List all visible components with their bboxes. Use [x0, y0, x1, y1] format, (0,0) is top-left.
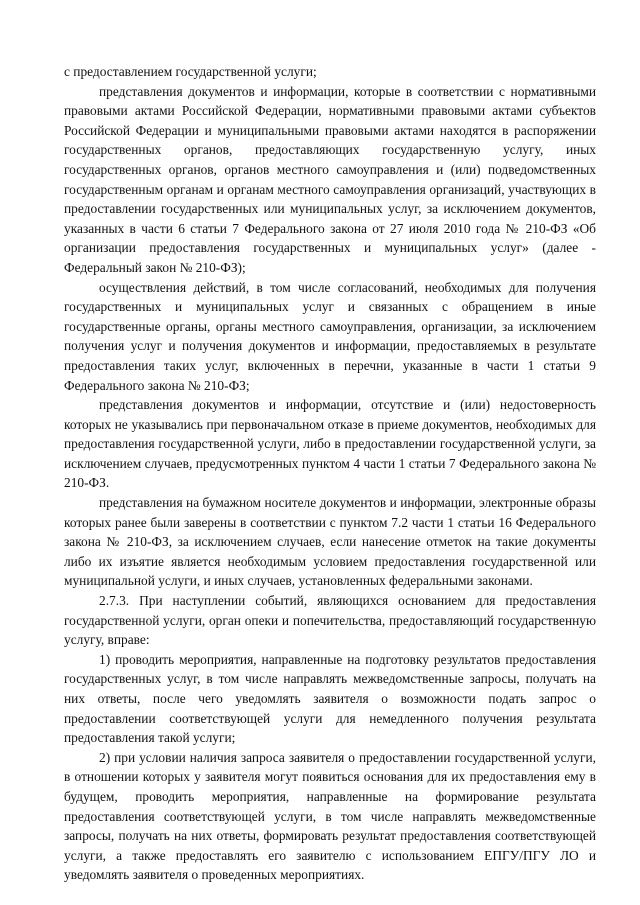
paragraph-continuation: с предоставлением государственной услуги; [64, 64, 317, 79]
paragraph-item-1: 1) проводить мероприятия, направленные на подготовку результатов предоставления государственных услуг, в том числе направлять межведомственные запросы, получать на них ответы, после чего уведомлять заявителя о возможности подать запрос о предоставлении соответствующей услуги для немедленного получения результата предоставления такой услуги; [64, 651, 596, 746]
paragraph-section-2-7-3: 2.7.3. При наступлении событий, являющихся основанием для предоставления государственной услуги, орган опеки и попечительства, предоставляющий государственную услугу, вправе: [64, 593, 596, 648]
document-page [64, 62, 596, 885]
paragraph-missing-documents: представления документов и информации, отсутствие и (или) недостоверность которых не указывались при первоначальном отказе в приеме документов, необходимых для предоставления государственной услуги, либо в предоставлении государственной услуги, за исключением случаев, предусмотренных пунктом 4 части 1 статьи 7 Федерального закона № 210-ФЗ. [64, 397, 596, 491]
paragraph-item-2: 2) при условии наличия запроса заявителя о предоставлении государственной услуги, в отношении которых у заявителя могут появиться основания для их предоставления ему в будущем, проводить мероприятия, направленные на формирование результата предоставления соответствующей услуги, в том числе направлять межведомственные запросы, получать на них ответы, формировать результат предоставления соответствующей услуги, а также предоставлять его заявителю с использованием ЕПГУ/ПГУ ЛО и уведомлять заявителя о проведенных мероприятиях. [64, 749, 596, 883]
paragraph-documents-information: представления документов и информации, которые в соответствии с нормативными правовыми актами Российской Федерации, нормативными правовыми актами субъектов Российской Федерации и муниципальными правовыми актами находятся в распоряжении государственных органов, предоставляющих государственную услугу, иных государственных органов, органов местного самоуправления и (или) подведомственных государственным органам и органам местного самоуправления организаций, участвующих в предоставлении государственных или муниципальных услуг, за исключением документов, указанных в части 6 статьи 7 Федерального закона от 27 июля 2010 года № 210-ФЗ «Об организации предоставления государственных и муниципальных услуг» (далее - Федеральный закон № 210-ФЗ); [64, 83, 596, 275]
paragraph-paper-documents: представления на бумажном носителе документов и информации, электронные образы которых ранее были заверены в соответствии с пунктом 7.2 части 1 статьи 16 Федерального закона № 210-ФЗ, за исключением случаев, если нанесение отметок на такие документы либо их изъятие является необходимым условием предоставления государственной или муниципальной услуги, и иных случаев, установленных федеральными законами. [64, 495, 596, 589]
paragraph-actions-approvals: осуществления действий, в том числе согласований, необходимых для получения государственных и муниципальных услуг и связанных с обращением в иные государственные органы, органы местного самоуправления, организации, за исключением получения услуг и получения документов и информации, предоставляемых в результате предоставления таких услуг, включенных в перечни, указанные в части 1 статьи 9 Федерального закона № 210-ФЗ; [64, 279, 596, 393]
